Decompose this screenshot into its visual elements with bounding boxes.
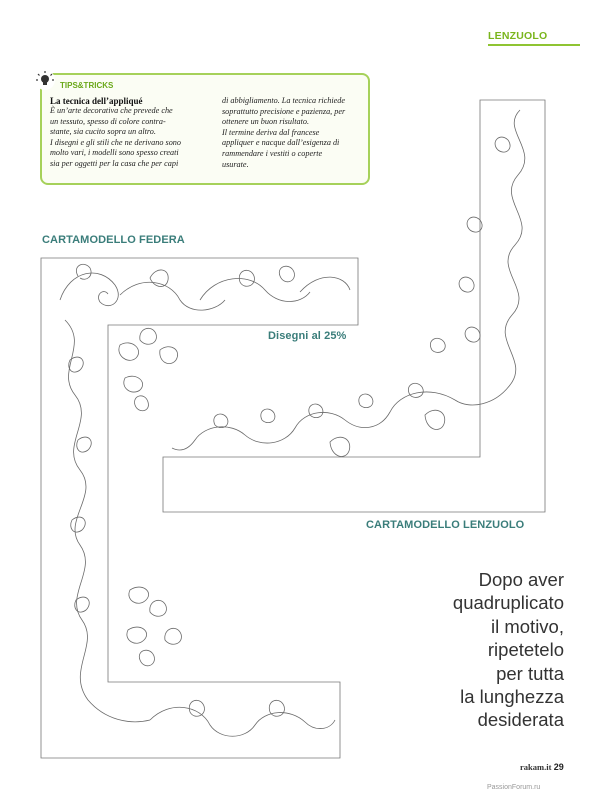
page-number: 29 — [553, 762, 564, 772]
page-footer — [520, 762, 564, 772]
instruction-quote — [350, 568, 564, 732]
quote-line: desiderata — [477, 709, 564, 731]
tips-line: stante, sia cucito sopra un altro. — [50, 127, 156, 137]
lenzuolo-outline — [163, 100, 545, 512]
quote-line: quadruplicato — [452, 592, 564, 614]
watermark: PassionForum.ru — [487, 784, 541, 791]
tips-line: sia per oggetti per la casa che per capi — [50, 158, 179, 168]
quote-line: per tutta — [496, 662, 564, 684]
tips-line: Il termine deriva dal francese — [222, 127, 320, 137]
tips-heading: TIPS&TRICKS — [60, 81, 114, 90]
tips-line: di abbigliamento. La tecnica richiede — [222, 96, 346, 105]
lenzuolo-label: CARTAMODELLO LENZUOLO — [366, 519, 525, 531]
quote-line: Dopo aver — [478, 569, 564, 590]
tips-line: soprattutto precisione e pazienza, per — [222, 106, 346, 116]
scale-label: Disegni al 25% — [268, 330, 347, 342]
lenzuolo-motifs — [172, 110, 525, 457]
tips-line: appliquer e nacque dall’esigenza di — [222, 138, 340, 148]
federa-label: CARTAMODELLO FEDERA — [42, 234, 185, 246]
tips-line: un tessuto, spesso di colore contra- — [50, 116, 166, 126]
quote-line: il motivo, — [491, 615, 564, 637]
quote-line: la lunghezza — [460, 686, 564, 708]
tips-line: I disegni e gli stili che ne derivano sono — [50, 137, 181, 147]
tips-line: rammendare i vestiti o coperte — [222, 148, 323, 158]
site-name: rakam.it — [520, 762, 552, 772]
tips-line: È un’arte decorativa che prevede che — [50, 106, 173, 115]
tips-line: ottenere un buon risultato. — [222, 117, 310, 127]
tips-title: La tecnica dell’appliqué — [50, 96, 143, 106]
section-tag: LENZUOLO — [488, 30, 548, 42]
tips-line: molto vari, i modelli sono spesso creati — [50, 148, 179, 158]
tips-line: usurate. — [222, 159, 249, 169]
quote-line: ripetetelo — [487, 639, 564, 661]
